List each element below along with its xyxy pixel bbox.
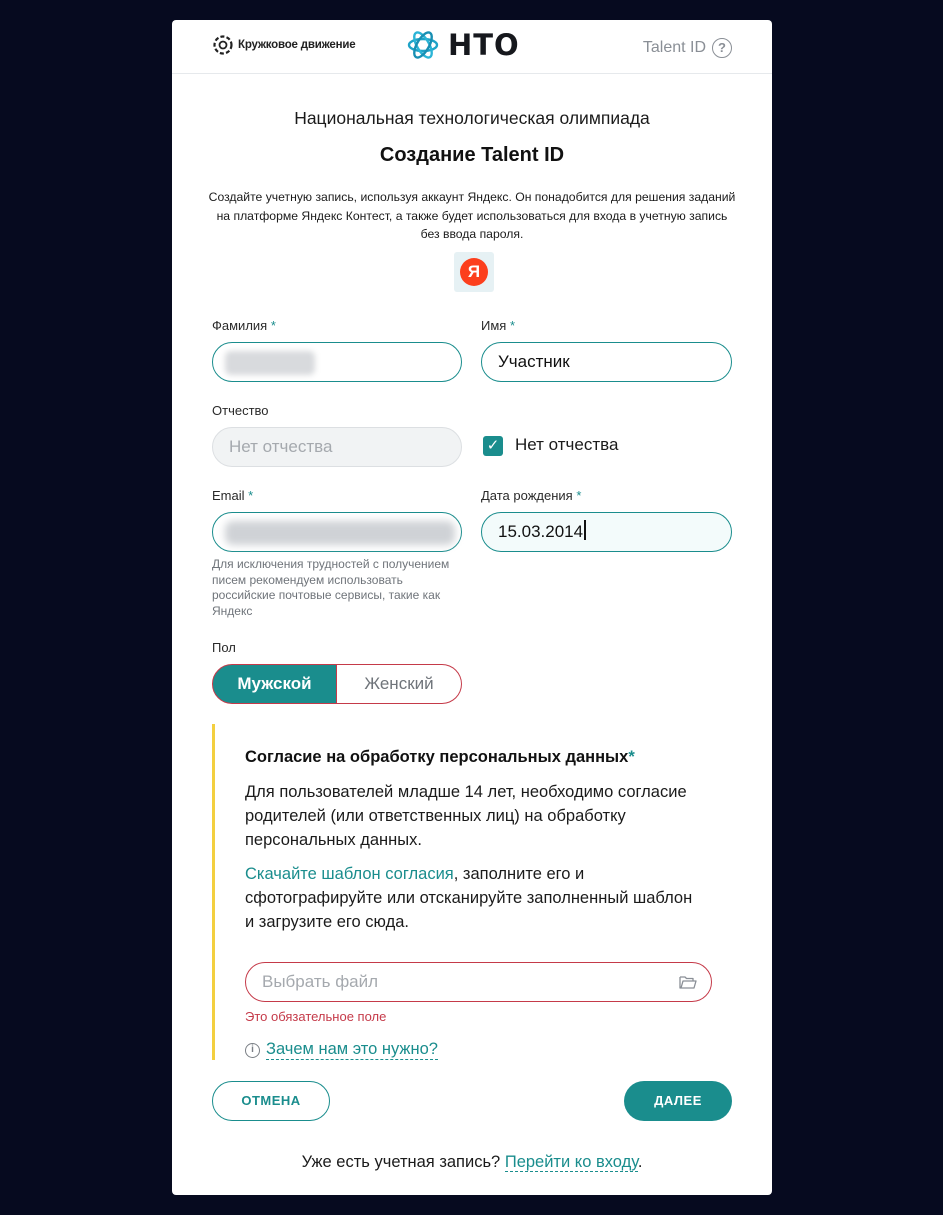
required-mark: * [628, 748, 635, 766]
login-link[interactable]: Перейти ко входу [504, 1153, 638, 1171]
no-patronymic-checkbox[interactable]: ✓ [483, 436, 503, 456]
email-hint: Для исключения трудностей с получением писем рекомендуем использовать российские почтовые сервисы, такие как Яндекс [212, 557, 450, 618]
next-button[interactable]: ДАЛЕЕ [624, 1081, 732, 1121]
page-title: Создание Talent ID [379, 144, 565, 166]
kruzhkovoe-logo-icon [212, 34, 234, 56]
first-name-label-text: Имя [481, 318, 507, 333]
registration-card [172, 20, 772, 1195]
kruzhkovoe-logo[interactable] [212, 34, 355, 56]
last-name-label [212, 318, 276, 333]
consent-title-text: Согласие на обработку персональных данных [245, 748, 629, 766]
gender-selector [212, 664, 462, 704]
consent-description: Для пользователей младше 14 лет, необходимо согласие родителей (или ответственных лиц) на обработку персональных данных. [245, 783, 687, 849]
intro-description: Создайте учетную запись, используя аккаунт Яндекс. Он понадобится для решения заданий на платформе Яндекс Контест, а также будет использоваться для входа в учетную запись без ввода пароля. [208, 190, 736, 241]
consent-title [245, 748, 635, 767]
text-caret [584, 520, 586, 540]
cancel-button[interactable]: ОТМЕНА [212, 1081, 330, 1121]
first-name-label [481, 318, 515, 333]
required-mark: * [248, 488, 254, 503]
required-mark: * [576, 488, 582, 503]
no-patronymic-label[interactable]: Нет отчества [515, 435, 619, 454]
consent-section [212, 724, 732, 1060]
why-needed-link[interactable]: Зачем нам это нужно? [266, 1040, 438, 1058]
login-prompt-text: Уже есть учетная запись? [301, 1153, 505, 1171]
yandex-icon: Я [460, 258, 488, 286]
nto-logo[interactable] [406, 28, 520, 62]
birth-date-input[interactable] [481, 512, 732, 552]
olympiad-name: Национальная технологическая олимпиада [294, 108, 650, 128]
file-upload-input[interactable] [245, 962, 712, 1002]
talent-id-label: Talent ID [642, 39, 706, 56]
patronymic-input[interactable]: Нет отчества [212, 427, 462, 467]
redacted-value [225, 351, 315, 375]
last-name-input[interactable] [212, 342, 462, 382]
redacted-value [225, 521, 455, 545]
consent-instructions-text: , заполните его и сфотографируйте или отсканируйте заполненный шаблон и загрузите его сюда. [245, 865, 693, 931]
info-icon: i [245, 1043, 260, 1058]
login-prompt [172, 1153, 772, 1172]
required-mark: * [270, 318, 276, 333]
nto-logo-icon [406, 28, 440, 62]
email-label [212, 488, 253, 503]
gender-option-female[interactable]: Женский [337, 664, 462, 704]
why-needed[interactable] [245, 1040, 438, 1060]
email-input[interactable] [212, 512, 462, 552]
top-bar [172, 20, 772, 74]
yandex-login-button[interactable] [454, 252, 494, 292]
consent-instructions [245, 862, 705, 934]
help-icon[interactable]: ? [712, 38, 732, 58]
email-label-text: Email [212, 488, 245, 503]
login-prompt-period: . [637, 1153, 643, 1171]
birth-date-label [481, 488, 581, 503]
gender-option-male[interactable]: Мужской [212, 664, 337, 704]
nto-logo-text: НТО [448, 28, 520, 62]
file-upload-placeholder: Выбрать файл [262, 972, 379, 991]
talent-id-link[interactable] [643, 38, 732, 58]
required-mark: * [509, 318, 516, 333]
file-required-error: Это обязательное поле [245, 1009, 387, 1024]
kruzhkovoe-logo-text: Кружковое движение [238, 38, 356, 51]
gender-label: Пол [212, 640, 236, 655]
first-name-input[interactable]: Участник [481, 342, 732, 382]
patronymic-label: Отчество [212, 403, 269, 418]
folder-icon[interactable] [679, 974, 697, 990]
last-name-label-text: Фамилия [212, 318, 268, 333]
birth-date-value: 15.03.2014 [498, 522, 584, 541]
download-template-link[interactable]: Скачайте шаблон согласия [245, 865, 454, 883]
birth-date-label-text: Дата рождения [481, 488, 573, 503]
